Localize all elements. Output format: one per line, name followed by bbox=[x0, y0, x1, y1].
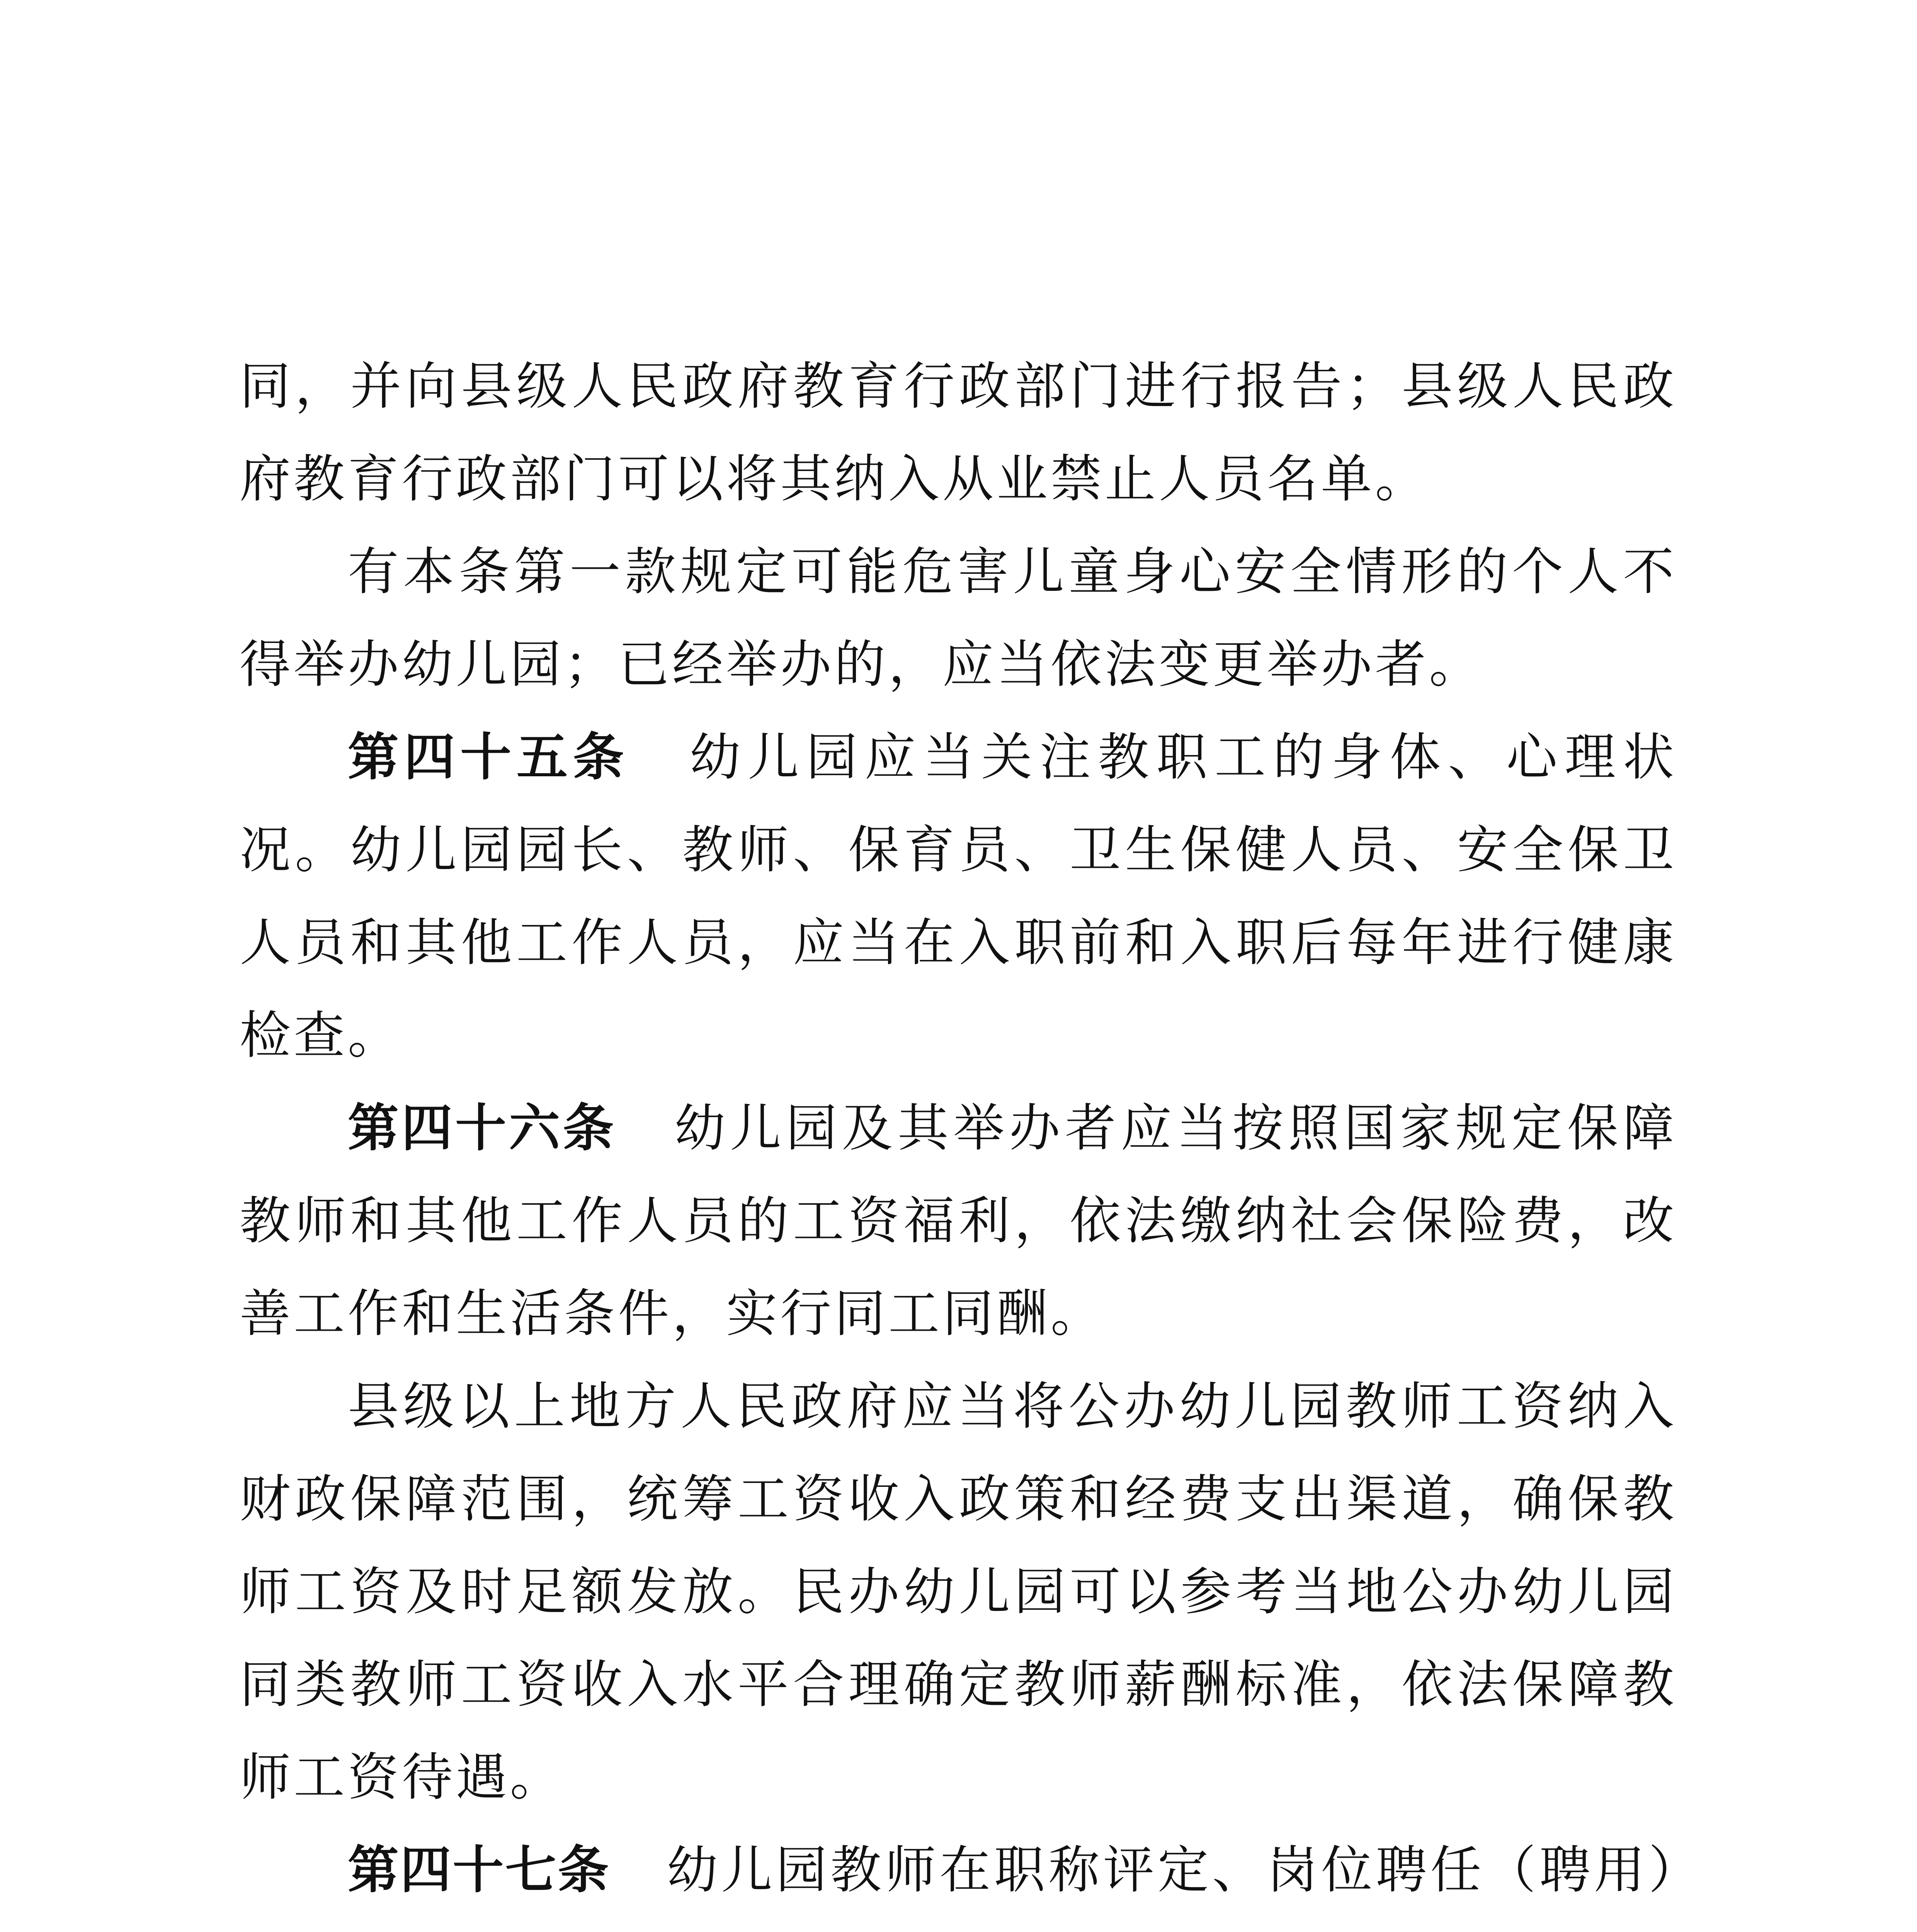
paragraph-text: 幼儿园及其举办者应当按照国家规定保障教师和其他工作人员的工资福利，依法缴纳社会保险费，改善工作和生活条件，实行同工同酬。 bbox=[240, 1099, 1677, 1344]
paragraph-continuation bbox=[240, 340, 1677, 526]
paragraph-text: 幼儿园应当关注教职工的身体、心理状况。幼儿园园长、教师、保育员、卫生保健人员、安全保卫人员和其他工作人员，应当在入职前和入职后每年进行健康检查。 bbox=[240, 728, 1677, 1065]
paragraph-text: 幼儿园教师在职称评定、岗位聘任（聘用） bbox=[666, 1840, 1677, 1900]
paragraph-text: 县级以上地方人民政府应当将公办幼儿园教师工资纳入财政保障范围，统筹工资收入政策和经费支出渠道，确保教师工资及时足额发放。民办幼儿园可以参考当地公办幼儿园同类教师工资收入水平合理确定教师薪酬标准，依法保障教师工资待遇。 bbox=[240, 1377, 1677, 1807]
paragraph-text: 同，并向县级人民政府教育行政部门进行报告；县级人民政府教育行政部门可以将其纳入从业禁止人员名单。 bbox=[240, 357, 1677, 509]
paragraph-article-46-clause bbox=[240, 1360, 1677, 1824]
article-title: 第四十六条 bbox=[347, 1099, 617, 1158]
document-body bbox=[240, 340, 1677, 1932]
paragraph-article-47 bbox=[240, 1824, 1677, 1932]
paragraph-article-46 bbox=[240, 1082, 1677, 1360]
paragraph-article-44-clause bbox=[240, 526, 1677, 711]
article-title: 第四十七条 bbox=[347, 1840, 611, 1900]
article-title: 第四十五条 bbox=[347, 728, 629, 787]
paragraph-article-45 bbox=[240, 711, 1677, 1082]
paragraph-text: 有本条第一款规定可能危害儿童身心安全情形的个人不得举办幼儿园；已经举办的，应当依法变更举办者。 bbox=[240, 542, 1677, 694]
